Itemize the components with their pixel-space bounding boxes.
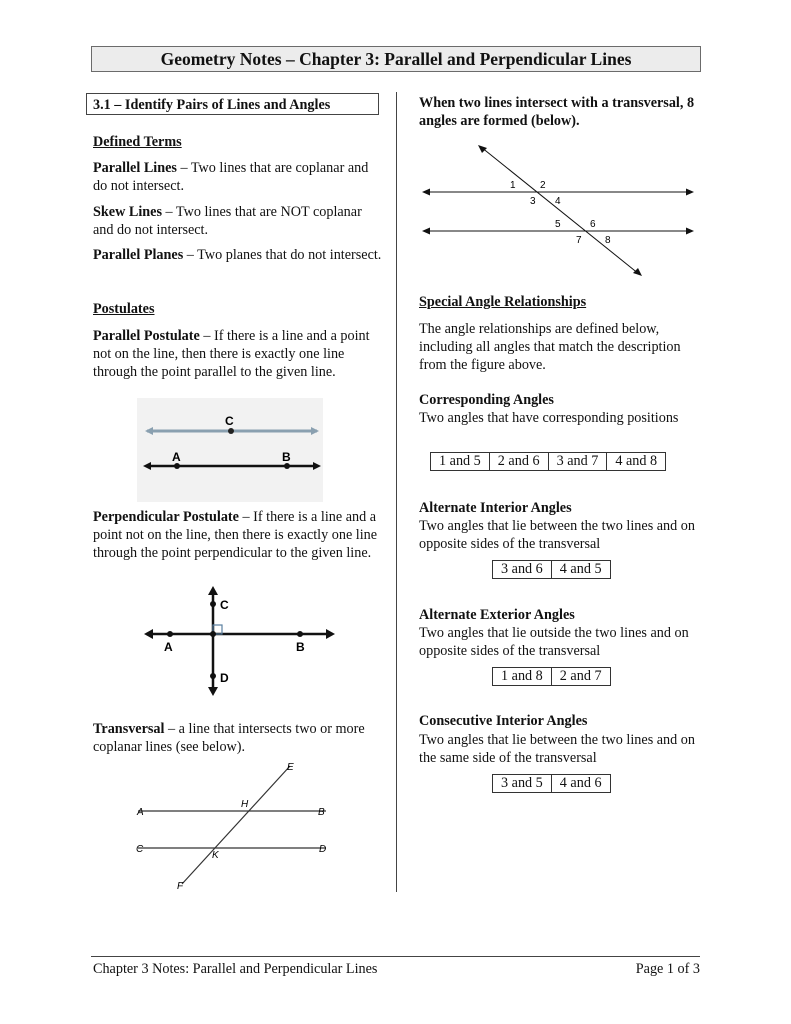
perpendicular-postulate (93, 508, 383, 562)
label-k: K (212, 850, 219, 861)
skew-lines-term: Skew Lines (93, 204, 162, 220)
pair-cell: 2 and 6 (489, 453, 548, 471)
parallel-planes-term: Parallel Planes (93, 247, 184, 263)
label-e: E (287, 762, 294, 773)
consecutive-interior-heading: Consecutive Interior Angles (419, 713, 588, 729)
label-a: A (164, 640, 173, 654)
arrow-left-icon (422, 228, 430, 235)
corresponding-pairs-table (430, 452, 666, 471)
alt-interior-pairs-table (492, 560, 611, 579)
footer-divider (91, 956, 700, 957)
label-h: H (241, 799, 249, 810)
label-b: B (318, 807, 325, 818)
pair-cell: 3 and 7 (548, 453, 607, 471)
consecutive-interior-pairs-table (492, 774, 611, 793)
page-title: Geometry Notes – Chapter 3: Parallel and Perpendicular Lines (91, 46, 701, 72)
alt-exterior-description: Two angles that lie outside the two lines and on opposite sides of the transversal (419, 625, 689, 659)
label-c: C (220, 598, 229, 612)
point-c (210, 601, 216, 607)
label-b: B (282, 450, 291, 464)
transversal-figure (130, 760, 340, 892)
pair-cell: 1 and 8 (493, 668, 552, 686)
transversal-term: Transversal (93, 721, 165, 737)
transversal-definition (93, 720, 383, 756)
page-number: Page 1 of 3 (635, 961, 700, 977)
arrow-down-icon (208, 687, 218, 696)
angle-label-3: 3 (530, 196, 536, 207)
label-d: D (220, 671, 229, 685)
label-b: B (296, 640, 305, 654)
defined-terms-heading: Defined Terms (93, 134, 182, 150)
angle-label-4: 4 (555, 196, 561, 207)
parallel-postulate (93, 327, 383, 381)
parallel-planes-definition (93, 246, 383, 264)
parallel-postulate-text: – If there is a line and a point not on the line, then there is exactly one line through the point parallel to the given line. (93, 328, 370, 380)
label-c: C (225, 414, 234, 428)
postulates-heading: Postulates (93, 301, 155, 317)
arrow-right-icon (686, 189, 694, 196)
point-c (228, 428, 234, 434)
angle-label-2: 2 (540, 180, 546, 191)
point-d (210, 673, 216, 679)
transversal-line (481, 147, 639, 274)
skew-lines-definition (93, 203, 383, 239)
point-b (297, 631, 303, 637)
label-a: A (172, 450, 181, 464)
arrow-down-right-icon (633, 268, 642, 276)
transversal-line (182, 766, 290, 884)
arrow-right-icon (686, 228, 694, 235)
pair-cell: 4 and 8 (607, 453, 666, 471)
corresponding-description: Two angles that have corresponding positions (419, 410, 679, 426)
angle-label-8: 8 (605, 235, 611, 246)
alt-exterior-heading: Alternate Exterior Angles (419, 607, 575, 623)
arrow-up-icon (208, 586, 218, 595)
label-d: D (319, 844, 327, 855)
eight-angles-figure (419, 140, 699, 280)
parallel-planes-text: – Two planes that do not intersect. (183, 247, 382, 263)
arrow-right-icon (326, 629, 335, 639)
column-divider (396, 92, 397, 892)
parallel-lines-text: – Two lines that are coplanar and do not intersect. (93, 160, 369, 194)
pair-cell: 4 and 5 (551, 561, 610, 579)
special-relationships-heading: Special Angle Relationships (419, 294, 587, 310)
skew-lines-text: – Two lines that are NOT coplanar and do not intersect. (93, 204, 362, 238)
consecutive-interior-description: Two angles that lie between the two lines and on the same side of the transversal (419, 732, 695, 766)
pair-cell: 1 and 5 (431, 453, 490, 471)
angle-label-5: 5 (555, 219, 561, 230)
label-a: A (137, 807, 144, 818)
angle-label-7: 7 (576, 235, 582, 246)
parallel-postulate-term: Parallel Postulate (93, 328, 200, 344)
section-heading: 3.1 – Identify Pairs of Lines and Angles (86, 93, 379, 115)
pair-cell: 3 and 6 (493, 561, 552, 579)
special-relationships-description: The angle relationships are defined below, including all angles that match the description from the figure above. (419, 321, 681, 373)
arrow-left-icon (422, 189, 430, 196)
alt-interior-description: Two angles that lie between the two lines and on opposite sides of the transversal (419, 518, 695, 552)
label-c: C (136, 844, 144, 855)
parallel-lines-term: Parallel Lines (93, 160, 177, 176)
perpendicular-postulate-text: – If there is a line and a point not on the line, then there is exactly one line through the point perpendicular to the given line. (93, 509, 378, 561)
angle-label-6: 6 (590, 219, 596, 230)
pair-cell: 3 and 5 (493, 775, 552, 793)
alt-exterior-pairs-table (492, 667, 611, 686)
corresponding-heading: Corresponding Angles (419, 392, 554, 408)
alt-interior-heading: Alternate Interior Angles (419, 500, 572, 516)
angles-intro: When two lines intersect with a transversal, 8 angles are formed (below). (419, 95, 695, 129)
parallel-postulate-figure (137, 398, 323, 502)
point-a (167, 631, 173, 637)
footer-title: Chapter 3 Notes: Parallel and Perpendicular Lines (93, 961, 378, 977)
point-intersection (210, 631, 216, 637)
parallel-lines-definition (93, 159, 383, 195)
pair-cell: 2 and 7 (551, 668, 610, 686)
perpendicular-postulate-term: Perpendicular Postulate (93, 509, 239, 525)
arrow-up-left-icon (478, 145, 487, 153)
label-f: F (177, 881, 184, 892)
arrow-left-icon (144, 629, 153, 639)
transversal-text: – a line that intersects two or more coplanar lines (see below). (93, 721, 365, 755)
angle-label-1: 1 (510, 180, 516, 191)
pair-cell: 4 and 6 (551, 775, 610, 793)
perpendicular-postulate-figure (140, 584, 340, 700)
